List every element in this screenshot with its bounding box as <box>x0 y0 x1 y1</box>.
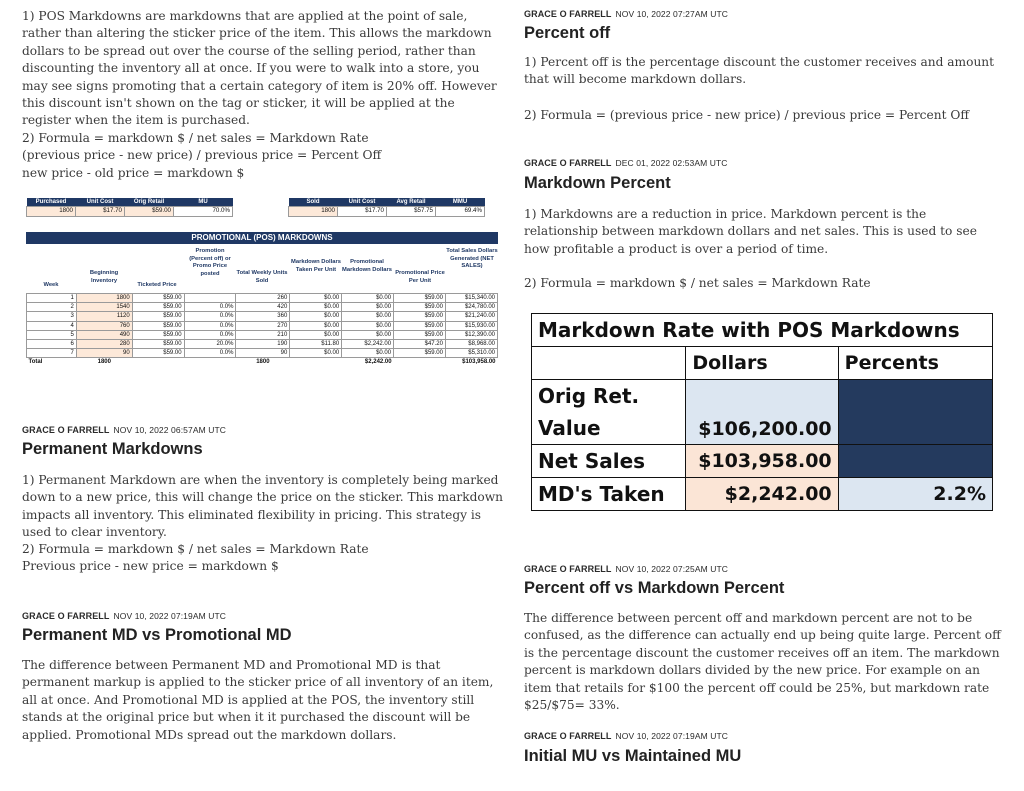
post-meta <box>22 611 226 621</box>
sheet-cell: $8,968.00 <box>445 340 497 349</box>
md-table-empty-header <box>532 347 686 380</box>
sheet-total-row <box>27 358 498 367</box>
sheet-hdr: MMU <box>436 198 485 207</box>
sheet-col-header: Promotional Price Per Unit <box>395 270 445 284</box>
sheet-cell: 420 <box>236 303 290 312</box>
sheet-cell: $0.00 <box>290 349 342 358</box>
md-table-row-label: MD's Taken <box>532 478 686 511</box>
sheet-col-header: Ticketed Price <box>137 282 177 288</box>
sheet-cell: 1 <box>27 294 77 303</box>
post-formula: 2) Formula = markdown $ / net sales = Markdown Rate <box>524 276 871 290</box>
sheet-total-cell: Total <box>27 358 77 367</box>
sheet-col-header: Markdown Dollars Taken Per Unit <box>291 259 341 273</box>
md-table-net-sales-value: $103,958.00 <box>686 445 838 478</box>
post-paragraph: 1) Markdowns are a reduction in price. Markdown percent is the relationship between markdown dollars and net sales. This is used to see how profitable a product is over a period of time. <box>524 207 977 256</box>
sheet-total-cell: 1800 <box>236 358 290 367</box>
post-date: NOV 10, 2022 06:57AM UTC <box>113 425 226 435</box>
post-paragraph: 1) Permanent Markdown are when the inventory is completely being marked down to a new price, this will change the price on the sticker. This markdown impacts all inventory. This eliminated flexibility in pricing. This strategy is used to clear inventory. <box>22 473 504 540</box>
sheet-cell: $21,240.00 <box>445 312 497 321</box>
sheet-cell: $2,242.00 <box>342 340 394 349</box>
sheet-cell: 360 <box>236 312 290 321</box>
sheet-cell: 90 <box>76 349 132 358</box>
sheet-cell: 7 <box>27 349 77 358</box>
sheet-row <box>27 312 498 321</box>
sheet-cell: 6 <box>27 340 77 349</box>
sheet-cell: $0.00 <box>342 294 394 303</box>
sheet-hdr: Sold <box>289 198 338 207</box>
sheet-cell: 4 <box>27 321 77 330</box>
sheet-total-cell: 1800 <box>76 358 132 367</box>
sheet-cell: $59.00 <box>394 312 446 321</box>
sheet-cell: 0.0% <box>184 349 236 358</box>
post-date: NOV 10, 2022 07:25AM UTC <box>615 564 728 574</box>
sheet-cell: 90 <box>236 349 290 358</box>
sheet-cell: $59.00 <box>132 294 184 303</box>
sheet-col-header: Week <box>43 282 59 288</box>
sheet-total-cell <box>132 358 184 367</box>
sheet-cell: $24,780.00 <box>445 303 497 312</box>
sheet-cell: 1540 <box>76 303 132 312</box>
sheet-row <box>27 349 498 358</box>
post-title: Initial MU vs Maintained MU <box>524 747 742 765</box>
sheet-top-right-table <box>288 198 485 217</box>
md-table-col-dollars: Dollars <box>686 347 838 380</box>
sheet-cell: 0.0% <box>184 321 236 330</box>
sheet-cell: $0.00 <box>342 349 394 358</box>
sheet-cell: $59.00 <box>394 349 446 358</box>
post-meta <box>524 9 728 19</box>
md-table-md-taken-value: $2,242.00 <box>686 478 838 511</box>
sheet-total-cell <box>394 358 446 367</box>
sheet-col-header: Promotion (Percent off) or Promo Price posted <box>189 248 231 277</box>
sheet-val: $57.75 <box>387 207 436 216</box>
sheet-cell: $59.00 <box>394 321 446 330</box>
md-table-empty-cell <box>838 445 992 478</box>
sheet-cell: $0.00 <box>342 312 394 321</box>
sheet-hdr: MU <box>174 198 233 207</box>
sheet-cell: $15,340.00 <box>445 294 497 303</box>
sheet-cell: $5,310.00 <box>445 349 497 358</box>
md-table-label-line: Orig Ret. <box>538 384 640 408</box>
sheet-cell: 260 <box>236 294 290 303</box>
sheet-hdr: Orig Retail <box>125 198 174 207</box>
md-table-md-rate-percent: 2.2% <box>838 478 992 511</box>
sheet-col-header: Total Weekly Units Sold <box>236 270 288 284</box>
post-formula: 2) Formula = markdown $ / net sales = Markdown Rate Previous price - new price = markdown $ <box>22 542 369 574</box>
sheet-cell: $0.00 <box>290 294 342 303</box>
author-name: GRACE O FARRELL <box>22 611 110 621</box>
sheet-cell: 3 <box>27 312 77 321</box>
sheet-cell: $59.00 <box>394 330 446 339</box>
sheet-cell: 5 <box>27 330 77 339</box>
sheet-cell: $59.00 <box>132 340 184 349</box>
sheet-total-cell: $2,242.00 <box>342 358 394 367</box>
md-table-row-label: Net Sales <box>532 445 686 478</box>
pos-markdown-spreadsheet <box>26 198 500 388</box>
md-table-title: Markdown Rate with POS Markdowns <box>532 314 993 347</box>
sheet-row <box>27 321 498 330</box>
post-paragraph: 1) Percent off is the percentage discount the customer receives and amount that will become markdown dollars. <box>524 55 995 87</box>
sheet-row <box>27 303 498 312</box>
sheet-top-left-table <box>26 198 233 217</box>
sheet-total-cell <box>184 358 236 367</box>
sheet-col-header: Beginning Inventory <box>89 270 119 284</box>
promotional-markdowns-banner: PROMOTIONAL (POS) MARKDOWNS <box>26 232 498 244</box>
sheet-data-table <box>26 293 498 367</box>
md-table-col-percents: Percents <box>838 347 992 380</box>
sheet-cell: $15,930.00 <box>445 321 497 330</box>
sheet-cell: $47.20 <box>394 340 446 349</box>
author-name: GRACE O FARRELL <box>524 564 612 574</box>
post-meta <box>524 731 728 741</box>
sheet-cell: $0.00 <box>342 321 394 330</box>
sheet-col-header: Total Sales Dollars Generated (NET SALES) <box>446 248 498 270</box>
sheet-cell: $59.00 <box>132 321 184 330</box>
post-date: NOV 10, 2022 07:19AM UTC <box>615 731 728 741</box>
sheet-cell: $59.00 <box>132 349 184 358</box>
sheet-hdr: Avg Retail <box>387 198 436 207</box>
author-name: GRACE O FARRELL <box>524 731 612 741</box>
sheet-val: 69.4% <box>436 207 485 216</box>
post-title: Permanent MD vs Promotional MD <box>22 626 292 644</box>
sheet-cell: 2 <box>27 303 77 312</box>
post-paragraph: The difference between percent off and markdown percent are not to be confused, as the difference can actually end up being quite large. Percent off is the percentage discount the customer receives off an item. The markdown percent is markdown dollars divided by the new price. For example on an item that retails for $100 the percent off could be 25%, but markdown rate $25/$75= 33%. <box>524 611 1001 713</box>
post-title: Percent off vs Markdown Percent <box>524 579 785 597</box>
sheet-row <box>27 340 498 349</box>
sheet-cell: $11.80 <box>290 340 342 349</box>
md-table-label-line: Value <box>538 416 601 440</box>
sheet-cell: 270 <box>236 321 290 330</box>
post-meta <box>524 158 728 168</box>
post-date: NOV 10, 2022 07:27AM UTC <box>615 9 728 19</box>
sheet-val: $59.00 <box>125 207 174 216</box>
sheet-cell: 490 <box>76 330 132 339</box>
sheet-cell: $0.00 <box>290 321 342 330</box>
post-formula: 2) Formula = (previous price - new price) / previous price = Percent Off <box>524 108 969 122</box>
post-date: DEC 01, 2022 02:53AM UTC <box>615 158 728 168</box>
md-table-row-label <box>532 380 686 445</box>
pos-markdowns-paragraph-1: 1) POS Markdowns are markdowns that are applied at the point of sale, rather than altering the sticker price of the item. This allows the markdown dollars to be spread out over the course of the selling period, rather than discounting the inventory all at once. If you were to walk into a store, you may see signs promoting that a certain category of item is 20% off. However this discount isn't shown on the tag or sticker, it will be applied at the register when the item is purchased. <box>22 9 497 128</box>
md-table-orig-value: $106,200.00 <box>686 380 838 445</box>
sheet-cell: 0.0% <box>184 303 236 312</box>
post-title: Permanent Markdowns <box>22 440 203 458</box>
sheet-hdr: Purchased <box>27 198 76 207</box>
post-title: Percent off <box>524 24 611 42</box>
sheet-cell: $0.00 <box>342 303 394 312</box>
author-name: GRACE O FARRELL <box>524 158 612 168</box>
sheet-cell: $12,390.00 <box>445 330 497 339</box>
sheet-row <box>27 330 498 339</box>
sheet-cell: $59.00 <box>132 330 184 339</box>
sheet-val: $17.70 <box>338 207 387 216</box>
markdown-rate-table <box>531 313 993 511</box>
sheet-val: $17.70 <box>76 207 125 216</box>
sheet-cell: $59.00 <box>394 303 446 312</box>
sheet-cell: 1800 <box>76 294 132 303</box>
sheet-cell: 760 <box>76 321 132 330</box>
sheet-cell: $0.00 <box>342 330 394 339</box>
author-name: GRACE O FARRELL <box>22 425 110 435</box>
sheet-cell: 210 <box>236 330 290 339</box>
sheet-cell: 20.0% <box>184 340 236 349</box>
sheet-total-cell: $103,958.00 <box>445 358 497 367</box>
sheet-cell: $0.00 <box>290 303 342 312</box>
post-date: NOV 10, 2022 07:19AM UTC <box>113 611 226 621</box>
sheet-cell <box>184 294 236 303</box>
sheet-cell: 0.0% <box>184 312 236 321</box>
post-meta <box>22 425 226 435</box>
sheet-hdr: Unit Cost <box>76 198 125 207</box>
sheet-cell: $0.00 <box>290 312 342 321</box>
sheet-row <box>27 294 498 303</box>
sheet-cell: $59.00 <box>132 303 184 312</box>
sheet-col-header: Promotional Markdown Dollars <box>342 259 392 273</box>
post-paragraph: The difference between Permanent MD and Promotional MD is that permanent markup is applied to the sticker price of all inventory of an item, all at once. And Promotional MD is applied at the POS, the inventory still stands at the original price but when it it purchased the discount will be applied. Promotional MDs spread out the markdown dollars. <box>22 658 494 742</box>
sheet-total-cell <box>290 358 342 367</box>
sheet-cell: 1120 <box>76 312 132 321</box>
sheet-cell: 280 <box>76 340 132 349</box>
sheet-cell: $59.00 <box>132 312 184 321</box>
post-meta <box>524 564 728 574</box>
post-title: Markdown Percent <box>524 174 671 192</box>
sheet-hdr: Unit Cost <box>338 198 387 207</box>
pos-markdowns-formula: 2) Formula = markdown $ / net sales = Markdown Rate (previous price - new price) / previous price = Percent Off new price - old price = markdown $ <box>22 131 382 180</box>
author-name: GRACE O FARRELL <box>524 9 612 19</box>
sheet-cell: $59.00 <box>394 294 446 303</box>
sheet-val: 70.0% <box>174 207 233 216</box>
sheet-cell: 0.0% <box>184 330 236 339</box>
md-table-empty-cell <box>838 380 992 445</box>
sheet-cell: 190 <box>236 340 290 349</box>
sheet-val: 1800 <box>289 207 338 216</box>
sheet-cell: $0.00 <box>290 330 342 339</box>
sheet-val: 1800 <box>27 207 76 216</box>
